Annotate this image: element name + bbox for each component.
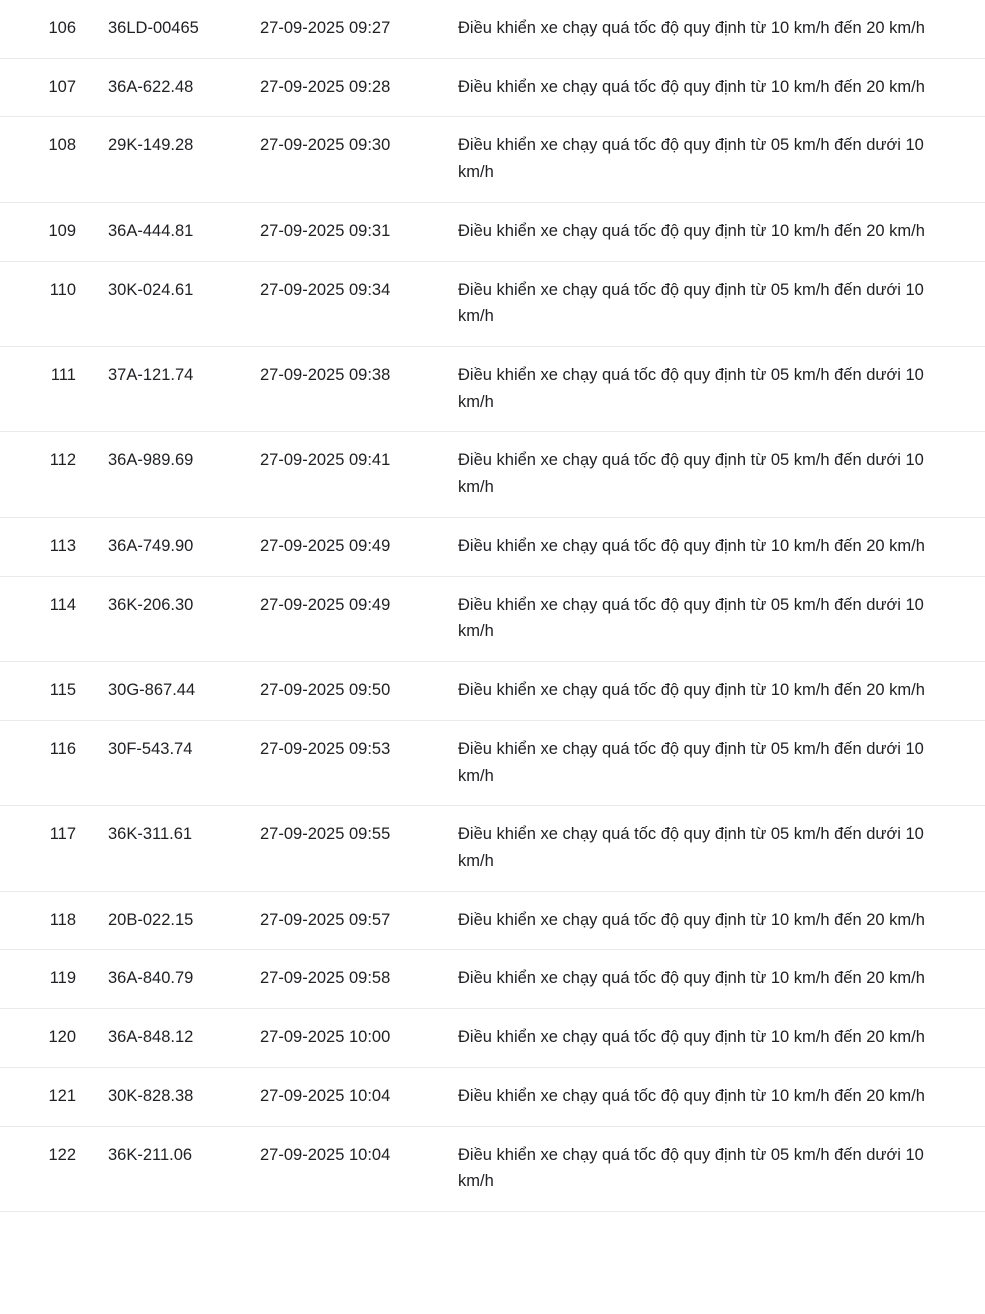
table-row — [0, 720, 985, 805]
row-violation-description: Điều khiển xe chạy quá tốc độ quy định từ 05 km/h đến dưới 10 km/h — [458, 136, 924, 182]
row-violation-time: 27-09-2025 10:00 — [260, 1028, 391, 1047]
row-violation-description: Điều khiển xe chạy quá tốc độ quy định từ 10 km/h đến 20 km/h — [458, 681, 925, 700]
row-index: 119 — [49, 969, 76, 988]
row-plate-number: 36K-311.61 — [108, 825, 193, 844]
row-plate-number: 36K-206.30 — [108, 595, 194, 614]
table-row — [0, 347, 985, 432]
row-violation-time: 27-09-2025 09:57 — [260, 910, 391, 929]
row-index: 108 — [48, 136, 76, 155]
row-violation-description: Điều khiển xe chạy quá tốc độ quy định từ 05 km/h đến dưới 10 km/h — [458, 451, 924, 497]
row-violation-description: Điều khiển xe chạy quá tốc độ quy định từ 10 km/h đến 20 km/h — [458, 221, 925, 240]
row-violation-description: Điều khiển xe chạy quá tốc độ quy định từ 05 km/h đến dưới 10 km/h — [458, 366, 924, 411]
row-index: 110 — [49, 280, 76, 299]
table-row — [0, 576, 985, 661]
row-violation-description: Điều khiển xe chạy quá tốc độ quy định từ 10 km/h đến 20 km/h — [458, 77, 925, 96]
table-row — [0, 662, 985, 721]
row-violation-time: 27-09-2025 09:30 — [260, 136, 391, 155]
table-row — [0, 202, 985, 261]
row-index: 111 — [50, 366, 76, 385]
row-index: 109 — [48, 221, 76, 240]
row-violation-time: 27-09-2025 09:49 — [260, 595, 391, 614]
row-violation-description: Điều khiển xe chạy quá tốc độ quy định từ 05 km/h đến dưới 10 km/h — [458, 825, 924, 870]
row-violation-description: Điều khiển xe chạy quá tốc độ quy định từ 10 km/h đến 20 km/h — [458, 1028, 925, 1047]
row-plate-number: 30G-867.44 — [108, 681, 196, 700]
row-violation-time: 27-09-2025 09:28 — [260, 77, 391, 96]
row-index: 114 — [49, 595, 76, 614]
table-row — [0, 891, 985, 950]
table-row — [0, 117, 985, 202]
row-violation-description: Điều khiển xe chạy quá tốc độ quy định từ 05 km/h đến dưới 10 km/h — [458, 1145, 924, 1191]
row-plate-number: 36A-848.12 — [108, 1028, 194, 1047]
row-violation-description: Điều khiển xe chạy quá tốc độ quy định từ 05 km/h đến dưới 10 km/h — [458, 280, 924, 326]
table-row — [0, 950, 985, 1009]
row-violation-description: Điều khiển xe chạy quá tốc độ quy định từ 10 km/h đến 20 km/h — [458, 19, 925, 37]
table-row — [0, 1067, 985, 1126]
row-plate-number: 36A-444.81 — [108, 221, 194, 240]
table-row — [0, 1009, 985, 1068]
row-index: 115 — [49, 681, 76, 700]
row-plate-number: 36A-840.79 — [108, 969, 194, 988]
table-row — [0, 58, 985, 117]
row-violation-time: 27-09-2025 10:04 — [260, 1145, 391, 1164]
row-index: 107 — [48, 77, 76, 96]
row-violation-time: 27-09-2025 09:50 — [260, 681, 391, 700]
table-row — [0, 0, 985, 58]
row-plate-number: 29K-149.28 — [108, 136, 194, 155]
table-row — [0, 1126, 985, 1211]
row-violation-description: Điều khiển xe chạy quá tốc độ quy định từ 10 km/h đến 20 km/h — [458, 1086, 925, 1105]
table-row — [0, 806, 985, 891]
row-violation-time: 27-09-2025 09:58 — [260, 969, 391, 988]
row-violation-time: 27-09-2025 10:04 — [260, 1086, 391, 1105]
row-violation-description: Điều khiển xe chạy quá tốc độ quy định từ 10 km/h đến 20 km/h — [458, 536, 925, 555]
row-violation-description: Điều khiển xe chạy quá tốc độ quy định từ 10 km/h đến 20 km/h — [458, 969, 925, 988]
row-violation-time: 27-09-2025 09:49 — [260, 536, 391, 555]
row-plate-number: 36K-211.06 — [108, 1145, 193, 1164]
row-plate-number: 20B-022.15 — [108, 910, 194, 929]
row-violation-description: Điều khiển xe chạy quá tốc độ quy định từ 10 km/h đến 20 km/h — [458, 910, 925, 929]
row-violation-time: 27-09-2025 09:55 — [260, 825, 391, 844]
row-index: 116 — [49, 739, 76, 758]
row-violation-description: Điều khiển xe chạy quá tốc độ quy định từ 05 km/h đến dưới 10 km/h — [458, 739, 924, 785]
row-index: 120 — [48, 1028, 76, 1047]
row-plate-number: 36A-622.48 — [108, 77, 194, 96]
row-plate-number: 37A-121.74 — [108, 366, 194, 385]
row-violation-time: 27-09-2025 09:34 — [260, 280, 391, 299]
row-plate-number: 30K-024.61 — [108, 280, 194, 299]
table-row — [0, 517, 985, 576]
row-plate-number: 36A-989.69 — [108, 451, 194, 470]
row-index: 121 — [48, 1086, 76, 1105]
row-violation-time: 27-09-2025 09:41 — [260, 451, 391, 470]
row-index: 122 — [48, 1145, 76, 1164]
row-plate-number: 36LD-00465 — [108, 19, 199, 37]
row-violation-time: 27-09-2025 09:31 — [260, 221, 391, 240]
row-index: 117 — [49, 825, 76, 844]
row-index: 118 — [49, 910, 76, 929]
row-index: 113 — [49, 536, 76, 555]
table-row — [0, 261, 985, 346]
row-index: 106 — [48, 19, 76, 37]
row-index: 112 — [49, 451, 76, 470]
row-plate-number: 36A-749.90 — [108, 536, 194, 555]
row-plate-number: 30F-543.74 — [108, 739, 193, 758]
row-violation-time: 27-09-2025 09:53 — [260, 739, 391, 758]
row-violation-description: Điều khiển xe chạy quá tốc độ quy định từ 05 km/h đến dưới 10 km/h — [458, 595, 924, 641]
row-violation-time: 27-09-2025 09:38 — [260, 366, 391, 385]
table-row — [0, 432, 985, 517]
row-violation-time: 27-09-2025 09:27 — [260, 19, 391, 37]
row-plate-number: 30K-828.38 — [108, 1086, 194, 1105]
